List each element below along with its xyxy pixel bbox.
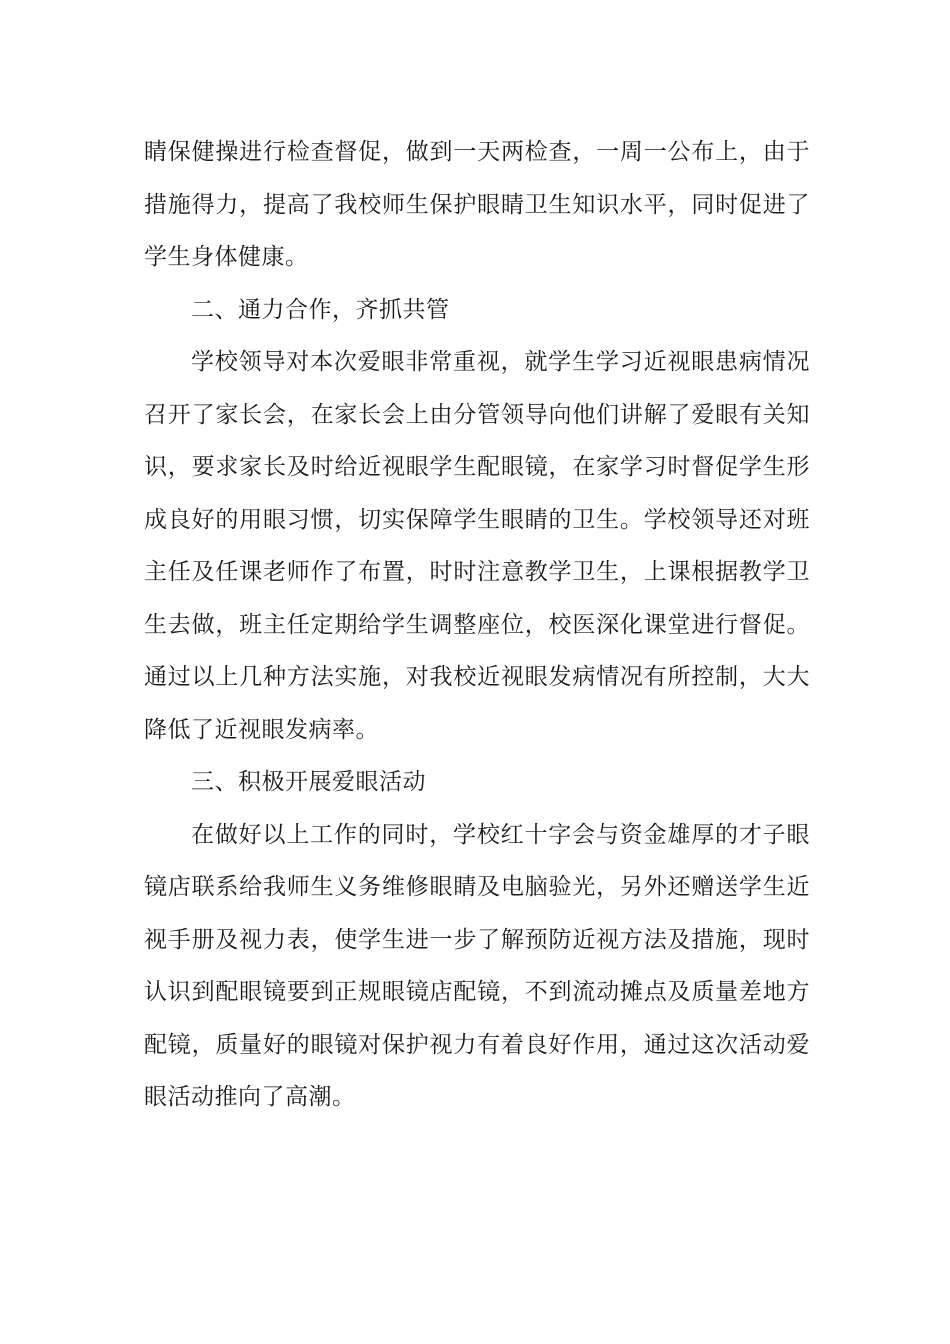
document-body [144, 126, 810, 1124]
section-heading-2: 二、通力合作，齐抓共管 [191, 296, 450, 323]
paragraph-continuation: 睛保健操进行检查督促，做到一天两检查，一周一公布上，由于措施得力，提高了我校师生保护眼睛卫生知识水平，同时促进了学生身体健康。 [144, 139, 810, 270]
section-heading-3: 三、积极开展爱眼活动 [191, 769, 426, 795]
paragraph-activities: 在做好以上工作的同时，学校红十字会与资金雄厚的才子眼镜店联系给我师生义务维修眼睛及电脑验光，另外还赠送学生近视手册及视力表，使学生进一步了解预防近视方法及措施，现时认识到配眼镜要到正规眼镜店配镜，不到流动摊点及质量差地方配镜，质量好的眼镜对保护视力有着良好作用，通过这次活动爱眼活动推向了高潮。 [144, 821, 810, 1110]
paragraph-cooperation: 学校领导对本次爱眼非常重视，就学生学习近视眼患病情况召开了家长会，在家长会上由分管领导向他们讲解了爱眼有关知识，要求家长及时给近视眼学生配眼镜，在家学习时督促学生形成良好的用眼习惯，切实保障学生眼睛的卫生。学校领导还对班主任及任课老师作了布置，时时注意教学卫生，上课根据教学卫生去做，班主任定期给学生调整座位，校医深化课堂进行督促。通过以上几种方法实施，对我校近视眼发病情况有所控制，大大降低了近视眼发病率。 [144, 349, 810, 743]
